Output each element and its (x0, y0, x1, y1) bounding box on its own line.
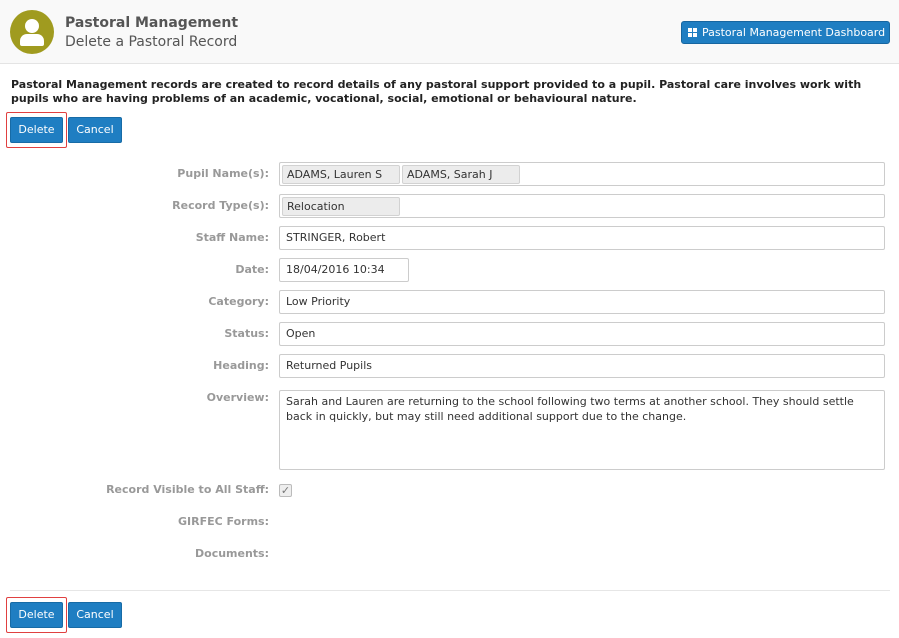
date-field: 18/04/2016 10:34 (279, 258, 409, 282)
status-field: Open (279, 322, 885, 346)
page-header (0, 0, 899, 64)
dashboard-button-label: Pastoral Management Dashboard (702, 26, 886, 39)
documents-label: Documents: (195, 547, 269, 560)
heading-label: Heading: (213, 359, 269, 372)
cancel-button[interactable]: Cancel (68, 602, 122, 628)
delete-button[interactable]: Delete (10, 117, 63, 143)
pupil-names-label: Pupil Name(s): (177, 167, 269, 180)
user-icon (10, 10, 54, 54)
staff-name-field: STRINGER, Robert (279, 226, 885, 250)
pupil-chip: ADAMS, Lauren S (282, 165, 400, 184)
overview-label: Overview: (206, 391, 269, 404)
pupil-names-field (279, 162, 885, 186)
visible-label: Record Visible to All Staff: (106, 483, 269, 496)
pupil-chip: ADAMS, Sarah J (402, 165, 520, 184)
record-types-field (279, 194, 885, 218)
date-label: Date: (235, 263, 269, 276)
dashboard-button[interactable] (681, 21, 890, 44)
heading-field: Returned Pupils (279, 354, 885, 378)
status-label: Status: (224, 327, 269, 340)
category-label: Category: (208, 295, 269, 308)
page-subtitle: Delete a Pastoral Record (65, 34, 238, 50)
footer-divider (10, 590, 890, 591)
page-title: Pastoral Management (65, 15, 239, 31)
record-types-label: Record Type(s): (172, 199, 269, 212)
delete-button[interactable]: Delete (10, 602, 63, 628)
visible-checkbox: ✓ (280, 484, 291, 497)
staff-name-label: Staff Name: (195, 231, 269, 244)
record-type-chip: Relocation (282, 197, 400, 216)
category-field: Low Priority (279, 290, 885, 314)
dashboard-grid-icon (688, 28, 697, 37)
overview-field: Sarah and Lauren are returning to the school following two terms at another school. They should settle back in quickly, but may still need additional support due to the change. (279, 390, 885, 470)
intro-text: Pastoral Management records are created to record details of any pastoral support provided to a pupil. Pastoral care involves work with pupils who are having problems of an academic, vocational, social, emotional or behavioural nature. (11, 78, 862, 105)
girfec-label: GIRFEC Forms: (178, 515, 269, 528)
cancel-button[interactable]: Cancel (68, 117, 122, 143)
